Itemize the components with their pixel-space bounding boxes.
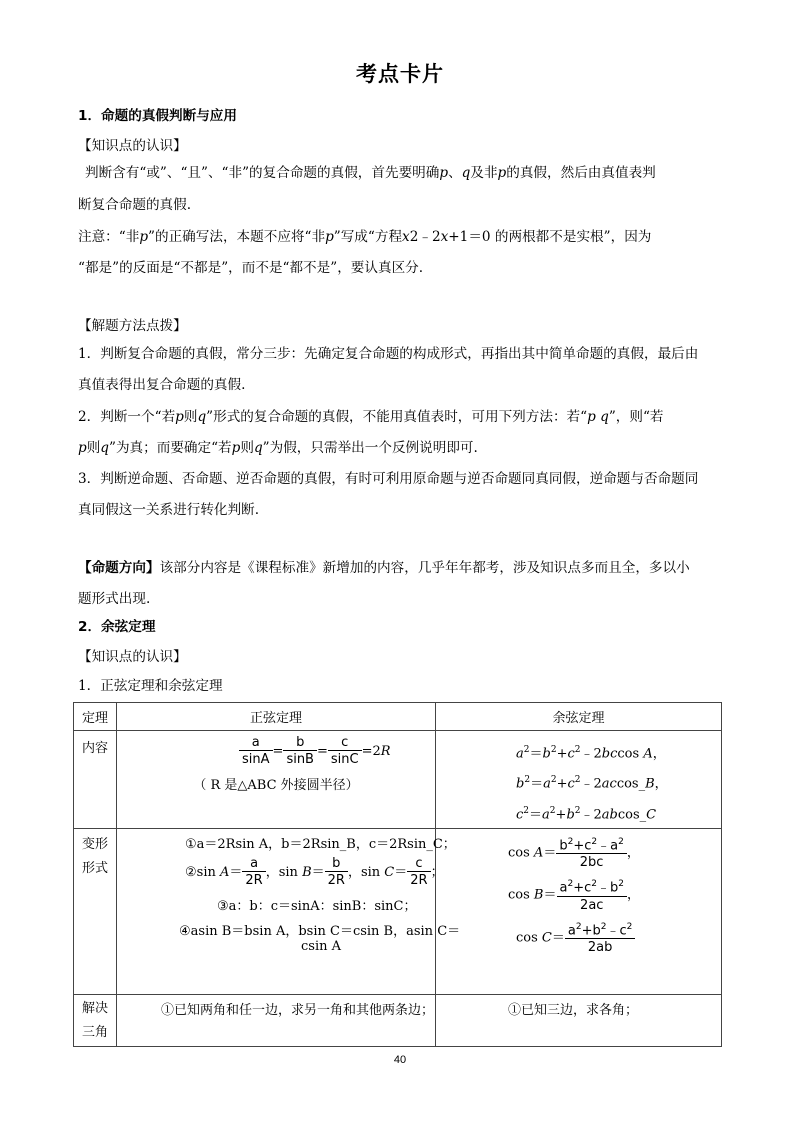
knowledge-label-1: 【知识点的认识】: [78, 138, 187, 154]
table-caption: 1．正弦定理和余弦定理: [78, 678, 223, 694]
direction-line-2: 题形式出现.: [78, 591, 151, 607]
method-label: 【解题方法点拨】: [78, 318, 187, 334]
cosine-form-a: cos A＝ $\frac{b^2+c^2﹣a^2}{2bc}$ ，: [508, 836, 640, 871]
sine-law-forms: [117, 828, 461, 994]
cosine-form-b: cos B＝ $\frac{a^2+c^2﹣b^2}{2ac}$ ，: [508, 879, 640, 913]
sine-form-2: ②sin A＝ $\frac{a}{2R}$ ，sin B＝ $\frac{b}{2R}$ ，sin C＝ $\frac{c}{2R}$ ；: [185, 855, 444, 888]
sine-form-1: ①a＝2Rsin A，b＝2Rsin_B，c＝2Rsin_C；: [185, 836, 456, 852]
row-label-content: 内容: [74, 731, 117, 829]
sine-law-solve: ①已知两角和任一边，求另一角和其他两条边；: [117, 994, 436, 1046]
header-theorem: 定理: [74, 703, 117, 731]
sine-form-4-line-1: ④asin B＝bsin A，bsin C＝csin B，asin C＝: [179, 923, 461, 939]
cosine-formula-b: $b^2=a^2+c^2﹣2accos\_B$，: [516, 775, 668, 792]
method-1-line-2: 真值表得出复合命题的真假.: [78, 377, 246, 393]
cosine-form-c: cos C＝ $\frac{a^2+b^2﹣c^2}{2ab}$: [436, 920, 721, 956]
page-number: 40: [393, 1054, 407, 1066]
theorem-table: [73, 702, 722, 1047]
direction-line-1: 【命题方向】该部分内容是《课程标准》新增加的内容，几乎年年都考，涉及知识点多而且全，多以小: [78, 560, 690, 576]
sine-form-4-line-2: csin A: [301, 938, 342, 954]
section2-heading: 2．余弦定理: [78, 619, 156, 635]
row-label-forms: 变形 形式: [74, 828, 117, 994]
note-line-1: 注意：“非p”的正确写法，本题不应将“非p”写成“方程x2﹣2x+1＝0 的两根都不是实根”，因为: [78, 229, 652, 245]
method-3-line-1: 3．判断逆命题、否命题、逆否命题的真假，有时可利用原命题与逆否命题同真同假，逆命题与否命题同: [78, 471, 699, 487]
sine-law-formula: $\frac{a}{\sin A}$ = $\frac{b}{\sin B}$ = $\frac{c}{\sin C}$ =2R: [117, 731, 435, 768]
cosine-formula-a: $a^2=b^2+c^2﹣2bccos$ A，: [516, 745, 666, 762]
knowledge-label-2: 【知识点的认识】: [78, 649, 187, 665]
row-label-solve: 解决 三角: [74, 994, 117, 1046]
sine-law-note: （ R 是△ABC 外接圆半径）: [193, 778, 359, 793]
section1-heading: 1．命题的真假判断与应用: [78, 108, 237, 124]
paragraph-1-line-1: 判断含有“或”、“且”、“非”的复合命题的真假，首先要明确p、q及非p的真假，然后由真值表判: [85, 165, 656, 181]
cosine-law-forms: [436, 828, 722, 994]
cosine-law-solve: ①已知三边，求各角；: [436, 994, 722, 1046]
cosine-formula-c: $c^2=a^2+b^2﹣2abcos\_C$: [516, 805, 657, 822]
sine-form-3: ③a：b：c＝sinA：sinB：sinC；: [217, 898, 417, 914]
header-cosine-law: 余弦定理: [436, 703, 722, 731]
method-3-line-2: 真同假这一关系进行转化判断.: [78, 502, 260, 518]
page-title: 考点卡片: [356, 62, 444, 86]
cosine-law-content: [436, 731, 722, 829]
header-sine-law: 正弦定理: [117, 703, 436, 731]
method-1-line-1: 1．判断复合命题的真假，常分三步：先确定复合命题的构成形式，再指出其中简单命题的真假，最后由: [78, 346, 699, 362]
paragraph-1-line-2: 断复合命题的真假.: [78, 197, 192, 213]
method-2-line-1: 2．判断一个“若p则q”形式的复合命题的真假，不能用真值表时，可用下列方法：若“p q”，则“若: [78, 409, 664, 425]
sine-law-content: [117, 731, 436, 829]
method-2-line-2: p则q”为真；而要确定“若p则q”为假，只需举出一个反例说明即可.: [78, 440, 478, 456]
note-line-2: “都是”的反面是“不都是”，而不是“都不是”，要认真区分.: [78, 260, 424, 276]
